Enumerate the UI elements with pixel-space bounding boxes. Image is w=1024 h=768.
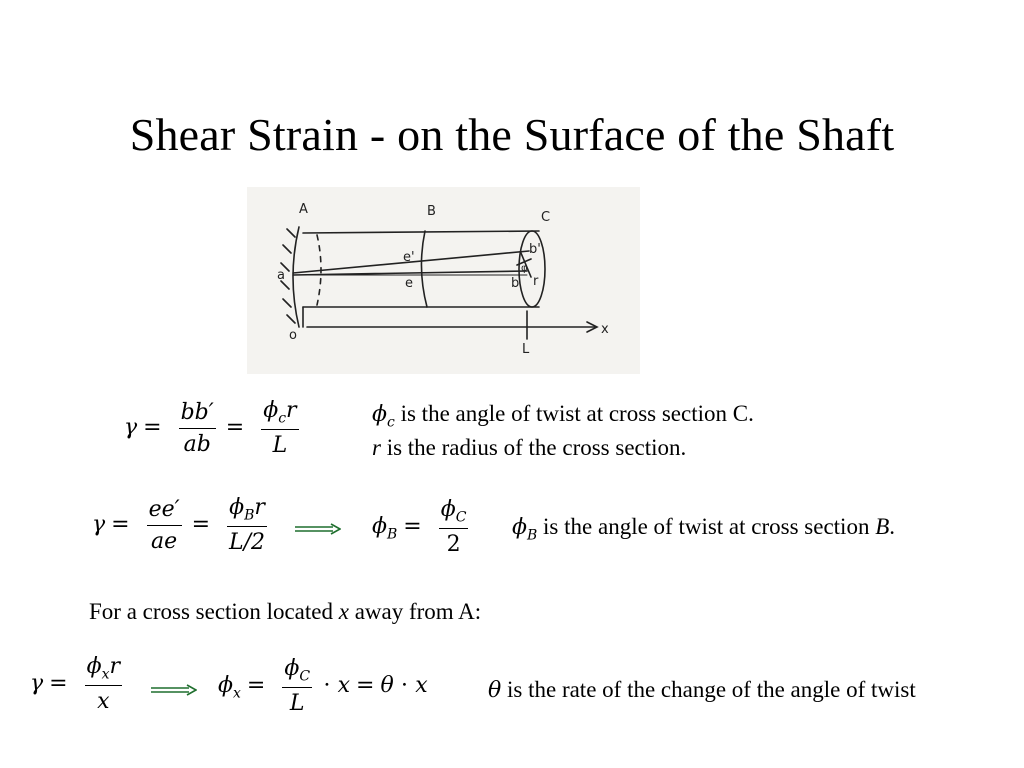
- eq2-res-sub: B: [387, 526, 398, 543]
- eq1-frac2-r: r: [286, 398, 297, 423]
- eq1-frac-phic: [261, 398, 298, 458]
- eq1-frac2-phi: ϕ: [263, 398, 279, 423]
- eq3-theta-expr: θ ⋅ x: [380, 673, 428, 699]
- eq3-frac-r: r: [109, 654, 121, 679]
- eq3-res-frac-phi: ϕ: [284, 656, 300, 681]
- label-phi: φ: [521, 263, 528, 274]
- eq1-note-line1: [372, 401, 754, 431]
- intro-after: away from A:: [348, 599, 482, 624]
- eq2-frac1-num: ee′: [147, 497, 182, 526]
- eq3-frac-phi: ϕ: [86, 654, 102, 679]
- label-A: A: [299, 202, 308, 217]
- label-e-prime: e': [403, 250, 415, 265]
- label-a: a: [277, 268, 285, 283]
- eq1-note-text2: is the radius of the cross section.: [380, 435, 687, 460]
- eq1-note-text1: is the angle of twist at cross section C.: [394, 401, 754, 426]
- label-o: o: [289, 328, 297, 343]
- eq1-note-r: r: [372, 435, 381, 460]
- eq2-note-period: .: [889, 514, 896, 539]
- eq1-note-phi: ϕ: [372, 402, 387, 427]
- eq2-note-B: B: [875, 514, 890, 539]
- section-b-front: [421, 231, 427, 307]
- eq3-res-sub: x: [233, 685, 241, 702]
- eq1-note-line2: [372, 435, 686, 461]
- label-b: b: [511, 276, 520, 291]
- eq3-dot-x: ⋅ x: [323, 673, 350, 699]
- eq3-res-frac-sub: C: [299, 668, 311, 685]
- intro-before: For a cross section located: [89, 599, 339, 624]
- eq1-note-sub: c: [387, 414, 395, 431]
- eq2-res-phi: ϕ: [372, 514, 387, 540]
- eq2-note: [512, 514, 895, 544]
- label-e: e: [405, 276, 413, 291]
- fixed-wall-arc: [293, 227, 299, 327]
- implies-arrow-2: [151, 684, 197, 696]
- label-b-prime: b': [529, 242, 541, 257]
- eq3-note: [488, 677, 916, 703]
- eq3-res-frac: [282, 656, 312, 716]
- eq3-res-phi: ϕ: [218, 673, 233, 699]
- shaft-sketch-image: [247, 187, 640, 374]
- slide-title: Shear Strain - on the Surface of the Shaft: [129, 109, 895, 160]
- eq3-res-frac-den: L: [289, 691, 305, 717]
- axis-line: [293, 271, 527, 275]
- eq3-frac-den: x: [97, 689, 110, 715]
- eq2-frac2-r: r: [254, 495, 265, 520]
- label-r: r: [533, 274, 539, 289]
- equation-2: γ = $\frac{ee'}{ae}$ = $\frac{\phi_Br}{L/2}$: [92, 495, 265, 556]
- eq2-res-frac-den: 2: [446, 532, 461, 558]
- label-L: L: [522, 342, 530, 357]
- eq2-note-text: is the angle of twist at cross section: [537, 514, 876, 539]
- eq2-frac2-den: L/2: [228, 530, 265, 556]
- eq2-frac1-den: ae: [151, 528, 178, 554]
- eq2-note-sub: B: [527, 527, 538, 544]
- eq1-frac2-sub: c: [278, 410, 287, 427]
- eq2-frac-ee: [147, 497, 182, 554]
- eq2-frac-phib: [227, 495, 267, 555]
- eq3-note-theta: θ: [488, 678, 502, 703]
- eq3-frac-sub: x: [101, 666, 110, 683]
- eq1-frac2-den: L: [272, 433, 288, 459]
- eq2-frac2-sub: B: [244, 507, 255, 524]
- eq3-note-text: is the rate of the change of the angle of twist: [501, 677, 916, 702]
- eq2-res-frac: [439, 497, 469, 557]
- intro-var: x: [338, 599, 349, 624]
- label-x: x: [601, 322, 609, 337]
- label-B: B: [427, 204, 436, 219]
- eq2-frac2-phi: ϕ: [229, 495, 245, 520]
- intro-line: [89, 599, 481, 625]
- implies-arrow-1: [295, 523, 341, 535]
- eq2-note-phi: ϕ: [512, 515, 527, 540]
- eq1-frac1-num: bb′: [179, 400, 216, 429]
- eq1-gamma: γ: [124, 415, 138, 441]
- equation-3: γ = $\frac{\phi_xr}{x}$: [30, 654, 121, 715]
- eq1-frac1-den: ab: [183, 431, 211, 457]
- shaft-top-edge: [303, 231, 539, 233]
- label-C: C: [541, 210, 551, 225]
- eq3-gamma: γ: [30, 671, 44, 697]
- eq3-frac: [85, 654, 122, 714]
- eq2-gamma: γ: [92, 512, 106, 538]
- equation-1: γ = $\frac{bb'}{ab}$ = $\frac{\phi_cr}{L}$: [124, 398, 297, 459]
- shaft-sketch-svg: [247, 187, 640, 374]
- eq1-frac-bb: [179, 400, 216, 457]
- eq3-result: $\phi_x$ = $\frac{\phi_C}{L}$ ⋅ x = θ ⋅ x: [218, 656, 428, 717]
- eq2-res-frac-phi: ϕ: [440, 497, 456, 522]
- eq2-res-frac-sub: C: [455, 509, 467, 526]
- eq2-result: $\phi_B$ = $\frac{\phi_C}{2}$: [372, 497, 467, 558]
